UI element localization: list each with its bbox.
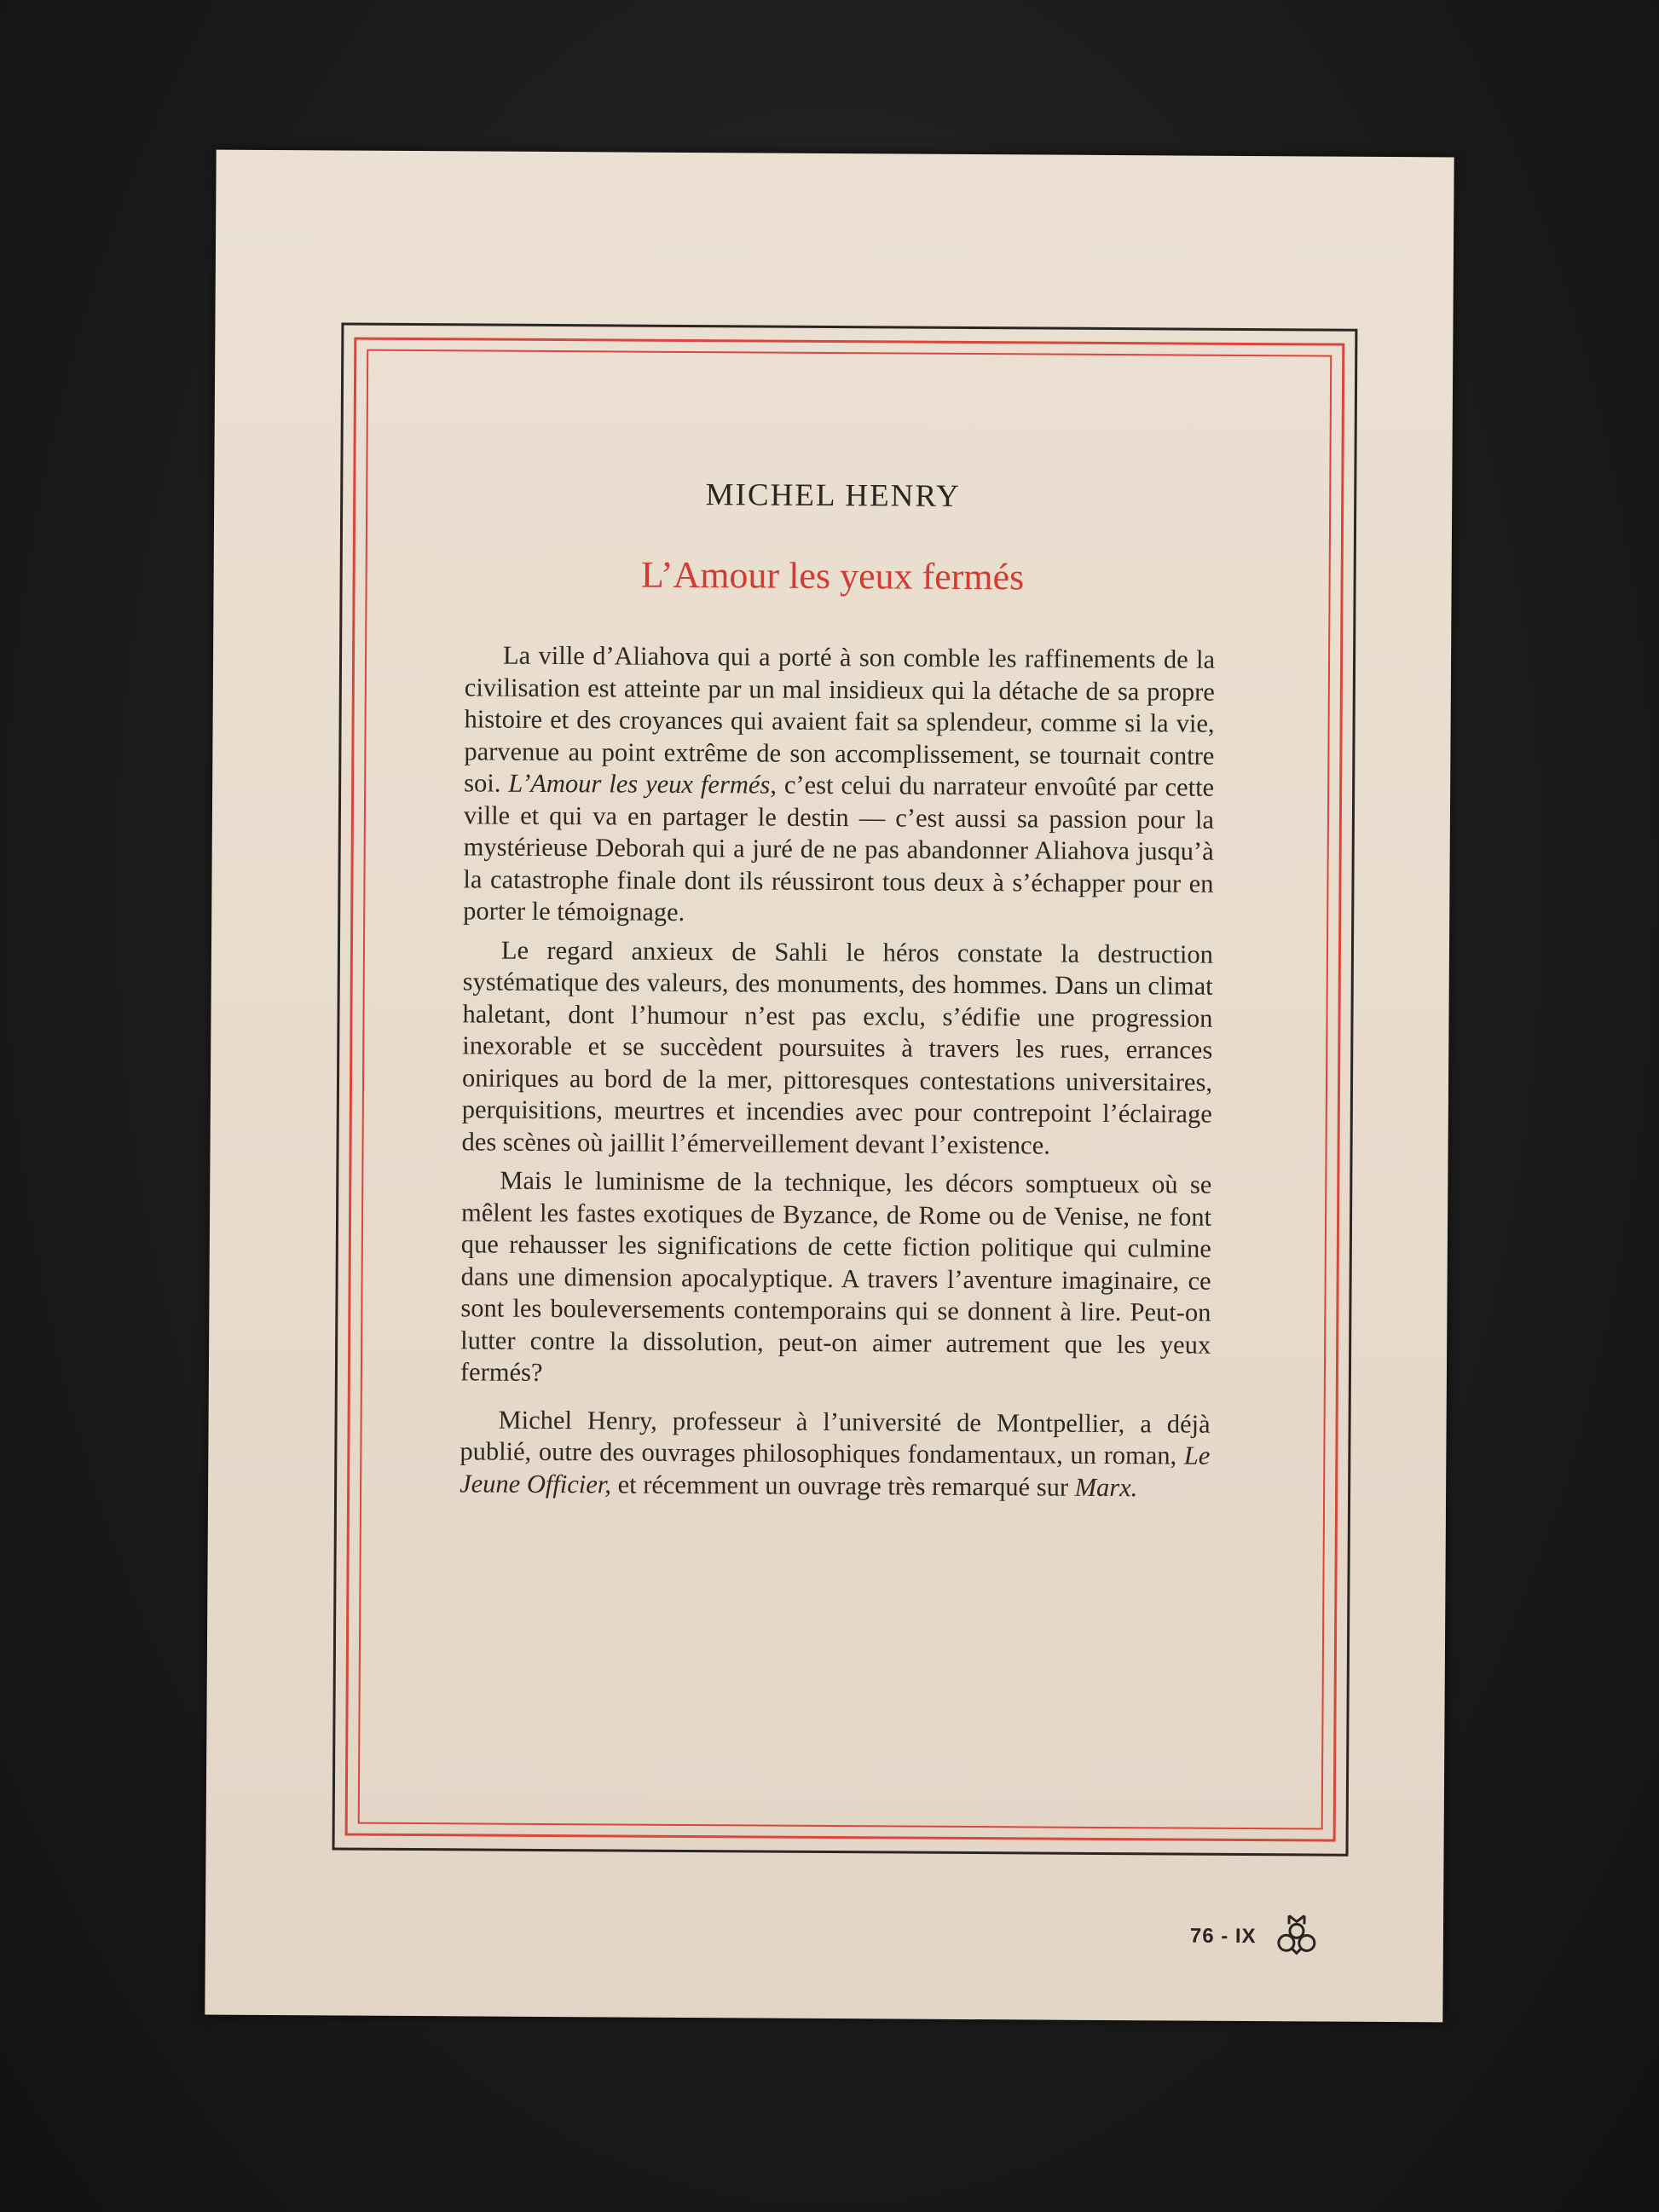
- text-run: Michel Henry, professeur à l’université de Montpellier, a déjà publié, outre des ouvrages philosophiques fondamentaux, un roman,: [460, 1405, 1211, 1470]
- italic-title-reference: Marx.: [1074, 1472, 1138, 1502]
- blurb-paragraph: [463, 639, 1215, 932]
- text-run: La ville d’Aliahova qui a porté à son comble les raffinements de la civilisation est atteinte par un mal insidieux qui la détache de sa propre histoire et des croyances qui avaient fait sa splendeur, comme si la vie, parvenue au point extrême de son accomplissement, se tournait contre soi.: [464, 640, 1216, 798]
- publisher-logo-icon: [1275, 1912, 1319, 1956]
- book-title: L’Amour les yeux fermés: [640, 553, 1025, 598]
- italic-title-reference: Le Jeune Officier,: [460, 1441, 1211, 1499]
- author-name: MICHEL HENRY: [705, 477, 961, 514]
- author-bio-paragraph: [460, 1404, 1211, 1505]
- book-back-cover: [205, 150, 1454, 2023]
- italic-title-reference: L’Amour les yeux fermés,: [508, 768, 777, 800]
- text-run: Le regard anxieux de Sahli le héros constate la destruction systématique des valeurs, des monuments, des hommes. Dans un climat haletant, dont l’humour n’est pas exclu, s’édifie une progression inexorable et se succèdent poursuites à travers les rues, errances oniriques au bord de la mer, pittoresques contestations universitaires, perquisitions, meurtres et incendies avec pour contrepoint l’éclairage des scènes où jaillit l’émerveillement devant l’existence.: [461, 935, 1214, 1160]
- text-run: Mais le luminisme de la technique, les décors somptueux où se mêlent les fastes exotiques de Byzance, de Rome ou de Venise, ne font que rehausser les significations de cette fiction politique qui culmine dans une dimension apocalyptique. A travers l’aventure imaginaire, ce sont les bouleversements contemporains qui se donnent à lire. Peut-on lutter contre la dissolution, peut-on aimer autrement que les yeux fermés?: [460, 1165, 1212, 1387]
- blurb-text: [460, 639, 1215, 1504]
- text-run: c’est celui du narrateur envoûté par cette ville et qui va en partager le destin — c’est aussi sa passion pour la mystérieuse Deborah qui a juré de ne pas abandonner Aliahova jusqu’à la catastrophe finale dont ils réussiront tous deux à s’échapper pour en porter le témoignage.: [463, 770, 1215, 927]
- blurb-paragraph: [461, 934, 1213, 1163]
- catalog-code: 76 - IX: [1189, 1924, 1257, 1949]
- blurb-paragraph: [460, 1164, 1212, 1393]
- text-run: et récemment un ouvrage très remarqué sur: [610, 1469, 1075, 1502]
